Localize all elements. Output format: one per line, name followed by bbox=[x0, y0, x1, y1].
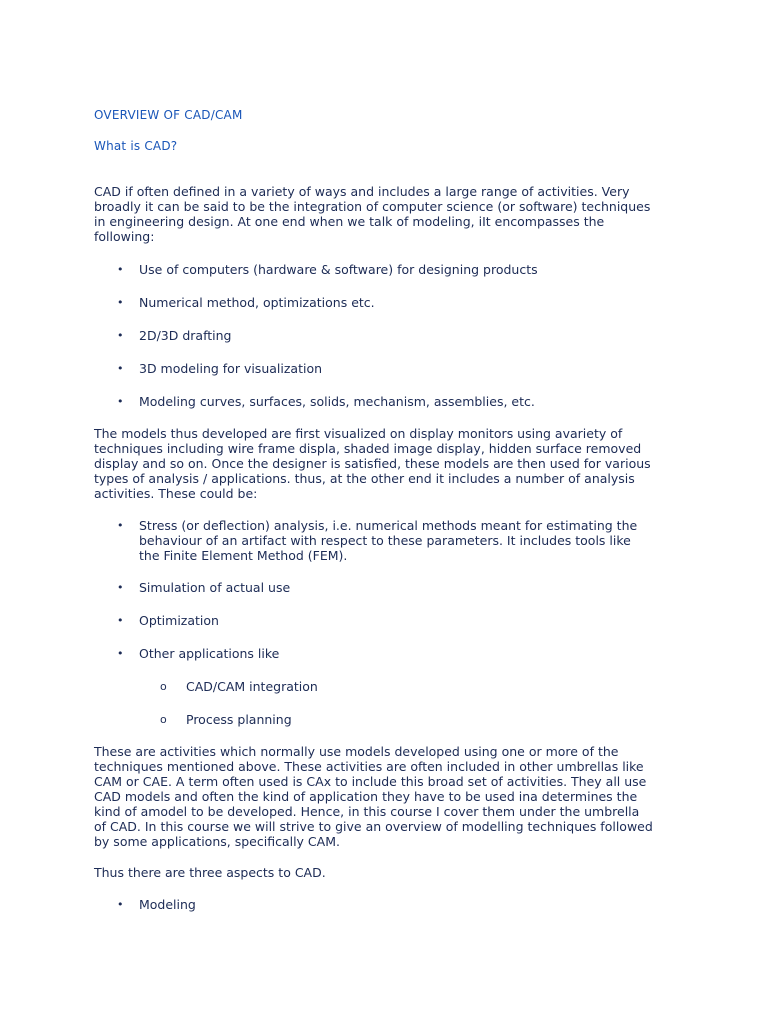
text-line: following: bbox=[94, 229, 155, 244]
sub-bullet-icon: o bbox=[160, 713, 167, 726]
text-line: CAD if often defined in a variety of ways and includes a large range of activities. Very bbox=[94, 184, 630, 199]
analysis-paragraph bbox=[94, 426, 694, 501]
text-line: of CAD. In this course we will strive to give an overview of modelling techniques followed bbox=[94, 819, 653, 834]
sub-bullet-icon: o bbox=[160, 680, 167, 693]
section-heading-what-is-cad: What is CAD? bbox=[94, 139, 178, 153]
text-line: activities. These could be: bbox=[94, 486, 258, 501]
bullet-icon: • bbox=[117, 614, 124, 627]
text-line: kind of amodel to be developed. Hence, in this course I cover them under the umbrella bbox=[94, 804, 640, 819]
list-item-text: Other applications like bbox=[139, 646, 280, 661]
document-title: OVERVIEW OF CAD/CAM bbox=[94, 108, 243, 122]
bullet-icon: • bbox=[117, 296, 124, 309]
text-line: types of analysis / applications. thus, at the other end it includes a number of analysis bbox=[94, 471, 635, 486]
text-line: Stress (or deflection) analysis, i.e. numerical methods meant for estimating the bbox=[139, 518, 638, 533]
sub-list-item-text: CAD/CAM integration bbox=[186, 679, 318, 694]
bullet-icon: • bbox=[117, 395, 124, 408]
list-item-text bbox=[139, 518, 679, 563]
bullet-icon: • bbox=[117, 329, 124, 342]
sub-list-item-text: Process planning bbox=[186, 712, 292, 727]
text-line: broadly it can be said to be the integration of computer science (or software) techniques bbox=[94, 199, 651, 214]
text-line: the Finite Element Method (FEM). bbox=[139, 548, 348, 563]
list-item-text: 3D modeling for visualization bbox=[139, 361, 323, 376]
text-line: behaviour of an artifact with respect to these parameters. It includes tools like bbox=[139, 533, 631, 548]
text-line: CAD models and often the kind of application they have to be used ina determines the bbox=[94, 789, 638, 804]
text-line: techniques mentioned above. These activities are often included in other umbrellas like bbox=[94, 759, 644, 774]
bullet-icon: • bbox=[117, 898, 124, 911]
bullet-icon: • bbox=[117, 519, 124, 532]
list-item-text: Numerical method, optimizations etc. bbox=[139, 295, 375, 310]
text-line: Thus there are three aspects to CAD. bbox=[94, 865, 326, 880]
text-line: display and so on. Once the designer is satisfied, these models are then used for various bbox=[94, 456, 651, 471]
list-item-text: Optimization bbox=[139, 613, 219, 628]
bullet-icon: • bbox=[117, 581, 124, 594]
bullet-icon: • bbox=[117, 362, 124, 375]
aspects-intro bbox=[94, 865, 694, 880]
text-line: by some applications, specifically CAM. bbox=[94, 834, 340, 849]
text-line: The models thus developed are first visualized on display monitors using avariety of bbox=[94, 426, 623, 441]
intro-paragraph bbox=[94, 184, 694, 244]
text-line: These are activities which normally use models developed using one or more of the bbox=[94, 744, 619, 759]
list-item-text: Modeling curves, surfaces, solids, mechanism, assemblies, etc. bbox=[139, 394, 535, 409]
list-item-text: 2D/3D drafting bbox=[139, 328, 232, 343]
bullet-icon: • bbox=[117, 647, 124, 660]
text-line: techniques including wire frame displa, shaded image display, hidden surface removed bbox=[94, 441, 642, 456]
activities-paragraph bbox=[94, 744, 694, 849]
list-item-text: Simulation of actual use bbox=[139, 580, 291, 595]
text-line: in engineering design. At one end when we talk of modeling, iIt encompasses the bbox=[94, 214, 605, 229]
list-item-text: Use of computers (hardware & software) for designing products bbox=[139, 262, 538, 277]
bullet-icon: • bbox=[117, 263, 124, 276]
text-line: CAM or CAE. A term often used is CAx to include this broad set of activities. They all use bbox=[94, 774, 647, 789]
list-item-text: Modeling bbox=[139, 897, 196, 912]
